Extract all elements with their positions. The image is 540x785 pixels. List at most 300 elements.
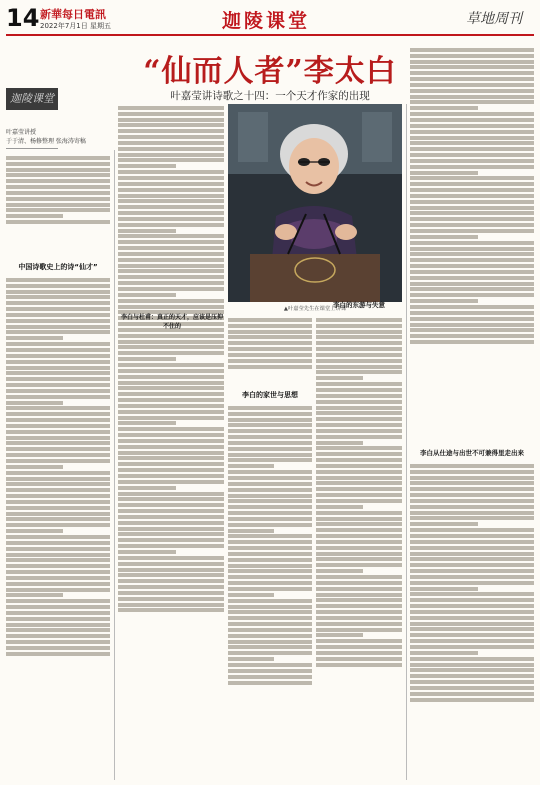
text-line: [6, 576, 110, 580]
text-line: [118, 351, 224, 355]
text-block: [410, 46, 534, 442]
text-line: [316, 499, 402, 503]
text-line: [118, 521, 224, 525]
text-line: [410, 563, 534, 567]
text-line: [316, 318, 402, 322]
text-line: [118, 579, 224, 583]
text-line: [228, 546, 312, 550]
text-line: [410, 165, 534, 169]
text-line: [6, 354, 110, 358]
text-line: [228, 365, 312, 369]
text-line: [118, 591, 224, 595]
text-line: [118, 544, 224, 548]
text-line: [228, 564, 312, 568]
lecturer-photo: [228, 104, 402, 302]
column-rule: [406, 104, 407, 780]
text-line: [118, 229, 176, 233]
text-line: [228, 406, 312, 410]
text-line: [118, 252, 224, 256]
text-line: [118, 486, 176, 490]
text-line: [6, 156, 110, 160]
text-line: [410, 153, 534, 157]
text-line: [118, 509, 224, 513]
text-line: [316, 575, 402, 579]
text-line: [228, 447, 312, 451]
text-line: [316, 335, 402, 339]
section-heading: 李白的家世与思想: [242, 391, 298, 399]
text-line: [228, 494, 312, 498]
text-line: [316, 423, 402, 427]
text-line: [410, 511, 534, 515]
text-line: [316, 400, 402, 404]
text-line: [410, 657, 534, 661]
text-line: [6, 482, 110, 486]
text-block: [316, 316, 402, 781]
text-line: [118, 568, 224, 572]
text-line: [410, 112, 534, 116]
text-line: [6, 401, 63, 405]
text-line: [6, 453, 110, 457]
text-line: [410, 252, 534, 256]
text-line: [410, 610, 534, 614]
text-line: [118, 550, 176, 554]
text-line: [118, 293, 176, 297]
text-line: [228, 347, 312, 351]
text-line: [118, 287, 224, 291]
section-heading: 中国诗歌史上的诗“仙才”: [18, 263, 98, 271]
text-line: [410, 505, 534, 509]
text-line: [118, 375, 224, 379]
text-line: [6, 418, 110, 422]
text-line: [228, 318, 312, 322]
text-line: [6, 471, 110, 475]
text-block: [228, 316, 312, 388]
text-line: [118, 608, 224, 612]
text-line: [6, 611, 110, 615]
text-line: [118, 269, 224, 273]
text-line: [228, 482, 312, 486]
text-line: [316, 446, 402, 450]
text-line: [316, 406, 402, 410]
text-line: [118, 480, 224, 484]
text-line: [6, 570, 110, 574]
text-line: [410, 317, 534, 321]
text-line: [410, 305, 534, 309]
text-line: [316, 452, 402, 456]
text-line: [118, 340, 224, 344]
text-line: [118, 205, 224, 209]
text-line: [118, 223, 224, 227]
text-line: [6, 517, 110, 521]
text-line: [316, 394, 402, 398]
text-line: [6, 173, 110, 177]
text-line: [6, 168, 110, 172]
text-line: [316, 581, 402, 585]
text-line: [118, 264, 224, 268]
text-line: [228, 341, 312, 345]
text-line: [118, 421, 176, 425]
text-line: [118, 112, 224, 116]
text-line: [410, 54, 534, 58]
text-line: [316, 341, 402, 345]
text-line: [6, 588, 110, 592]
text-line: [6, 582, 110, 586]
issue-date: 2022年7月1日 星期五: [40, 22, 111, 30]
text-line: [410, 100, 534, 104]
text-line: [6, 295, 110, 299]
text-line: [316, 441, 363, 445]
text-line: [410, 264, 534, 268]
text-line: [316, 563, 402, 567]
text-line: [118, 123, 224, 127]
text-line: [410, 282, 534, 286]
text-line: [410, 592, 534, 596]
text-line: [228, 558, 312, 562]
text-line: [6, 371, 110, 375]
newspaper-name: 新華每日電訊: [40, 8, 106, 21]
text-line: [316, 517, 402, 521]
text-line: [410, 194, 534, 198]
text-line: [228, 581, 312, 585]
text-line: [410, 136, 534, 140]
text-line: [6, 330, 110, 334]
text-line: [6, 564, 110, 568]
text-line: [316, 376, 363, 380]
text-line: [6, 535, 110, 539]
text-line: [118, 164, 176, 168]
text-line: [118, 503, 224, 507]
text-line: [228, 540, 312, 544]
text-line: [410, 534, 534, 538]
section-heading: 李白的东游与失意: [333, 301, 385, 309]
text-line: [6, 553, 110, 557]
text-line: [6, 424, 110, 428]
text-line: [6, 430, 110, 434]
text-line: [6, 477, 110, 481]
text-line: [6, 441, 110, 445]
text-line: [228, 324, 312, 328]
text-line: [316, 628, 402, 632]
text-line: [410, 217, 534, 221]
text-line: [410, 141, 534, 145]
text-line: [410, 674, 534, 678]
text-line: [316, 610, 402, 614]
text-line: [410, 516, 534, 520]
text-line: [410, 598, 534, 602]
text-line: [6, 436, 110, 440]
text-line: [410, 522, 478, 526]
text-line: [6, 506, 110, 510]
text-line: [410, 182, 534, 186]
article-title: “仙而人者”李太白: [143, 54, 397, 89]
text-line: [316, 569, 363, 573]
text-line: [410, 258, 534, 262]
text-line: [6, 383, 110, 387]
text-line: [6, 197, 110, 201]
text-line: [118, 392, 224, 396]
text-line: [6, 342, 110, 346]
text-line: [118, 462, 224, 466]
text-line: [410, 476, 534, 480]
text-line: [6, 336, 63, 340]
text-line: [316, 435, 402, 439]
text-line: [410, 200, 534, 204]
text-line: [410, 604, 534, 608]
text-line: [316, 429, 402, 433]
text-line: [316, 616, 402, 620]
text-line: [410, 323, 534, 327]
text-line: [410, 487, 534, 491]
text-line: [118, 305, 224, 309]
text-line: [6, 348, 110, 352]
text-block: [410, 462, 534, 781]
text-line: [6, 162, 110, 166]
text-line: [228, 488, 312, 492]
text-line: [118, 439, 224, 443]
text-line: [316, 417, 402, 421]
text-line: [228, 335, 312, 339]
text-line: [410, 499, 534, 503]
text-line: [410, 159, 534, 163]
text-line: [228, 511, 312, 515]
text-line: [6, 208, 110, 212]
text-line: [410, 77, 534, 81]
text-line: [228, 640, 312, 644]
text-line: [228, 605, 312, 609]
text-line: [410, 575, 534, 579]
text-line: [118, 573, 224, 577]
text-line: [316, 534, 402, 538]
text-line: [228, 353, 312, 357]
text-line: [6, 313, 110, 317]
text-line: [228, 359, 312, 363]
text-line: [118, 153, 224, 157]
text-line: [6, 185, 110, 189]
text-line: [316, 330, 402, 334]
text-line: [6, 360, 110, 364]
text-line: [316, 633, 363, 637]
text-line: [228, 435, 312, 439]
text-line: [118, 275, 224, 279]
text-line: [118, 182, 224, 186]
text-line: [316, 546, 402, 550]
text-line: [228, 418, 312, 422]
text-line: [410, 176, 534, 180]
text-line: [118, 492, 224, 496]
text-line: [6, 547, 110, 551]
text-line: [410, 95, 534, 99]
text-line: [6, 366, 110, 370]
header-rule: [6, 34, 534, 36]
text-line: [6, 301, 110, 305]
text-line: [118, 141, 224, 145]
text-line: [316, 663, 402, 667]
text-line: [118, 158, 224, 162]
text-line: [118, 527, 224, 531]
byline: [6, 128, 86, 146]
text-line: [118, 176, 224, 180]
article-subtitle: 叶嘉莹讲诗歌之十四：一个天才作家的出现: [170, 90, 370, 102]
text-line: [410, 147, 534, 151]
text-line: [118, 118, 224, 122]
text-line: [6, 307, 110, 311]
text-line: [316, 359, 402, 363]
text-block: [6, 276, 110, 781]
text-line: [228, 412, 312, 416]
text-line: [410, 106, 478, 110]
text-line: [118, 474, 224, 478]
text-line: [228, 464, 274, 468]
text-line: [6, 646, 110, 650]
text-line: [228, 599, 312, 603]
text-line: [118, 129, 224, 133]
text-line: [316, 370, 402, 374]
text-line: [410, 663, 534, 667]
text-line: [316, 645, 402, 649]
text-line: [228, 634, 312, 638]
text-line: [410, 651, 478, 655]
text-line: [6, 220, 110, 224]
text-line: [316, 557, 402, 561]
text-line: [6, 617, 110, 621]
text-line: [118, 194, 224, 198]
text-line: [316, 587, 402, 591]
section-heading: 李白从仕途与出世不可兼得里走出来: [420, 449, 524, 457]
text-line: [118, 357, 176, 361]
text-line: [410, 680, 534, 684]
text-line: [6, 652, 110, 656]
text-line: [228, 423, 312, 427]
text-line: [118, 398, 224, 402]
text-line: [228, 453, 312, 457]
text-line: [228, 529, 274, 533]
text-line: [316, 353, 402, 357]
text-block: [228, 404, 312, 781]
text-line: [118, 538, 224, 542]
page-header: [0, 0, 540, 38]
text-line: [228, 587, 312, 591]
text-line: [6, 179, 110, 183]
text-line: [228, 441, 312, 445]
text-line: [410, 299, 478, 303]
text-line: [6, 412, 110, 416]
text-line: [228, 593, 274, 597]
text-line: [6, 605, 110, 609]
text-line: [6, 203, 110, 207]
text-line: [228, 575, 312, 579]
text-line: [316, 382, 402, 386]
text-line: [6, 541, 110, 545]
text-line: [118, 246, 224, 250]
text-line: [410, 287, 534, 291]
text-line: [118, 299, 224, 303]
text-line: [316, 324, 402, 328]
text-line: [118, 497, 224, 501]
text-line: [118, 106, 224, 110]
text-line: [316, 593, 402, 597]
text-line: [410, 276, 534, 280]
weekly-label: 草地周刊: [466, 11, 522, 27]
text-line: [118, 433, 224, 437]
text-line: [410, 328, 534, 332]
text-line: [228, 534, 312, 538]
column-rule: [114, 150, 115, 780]
text-line: [6, 488, 110, 492]
text-line: [118, 456, 224, 460]
text-line: [410, 557, 534, 561]
text-line: [316, 458, 402, 462]
text-line: [118, 445, 224, 449]
text-line: [6, 500, 110, 504]
text-line: [316, 347, 402, 351]
text-line: [316, 464, 402, 468]
text-line: [410, 188, 534, 192]
text-line: [228, 517, 312, 521]
text-line: [118, 515, 224, 519]
text-line: [316, 476, 402, 480]
text-line: [118, 363, 224, 367]
text-line: [228, 330, 312, 334]
byline-line: 于于清、杨修整理 张海涛寄稿: [6, 138, 86, 145]
text-line: [6, 284, 110, 288]
text-line: [6, 325, 110, 329]
text-line: [410, 60, 534, 64]
text-line: [410, 48, 534, 52]
text-line: [410, 293, 534, 297]
text-line: [228, 610, 312, 614]
text-line: [118, 381, 224, 385]
text-line: [6, 465, 63, 469]
text-line: [410, 130, 534, 134]
text-line: [410, 668, 534, 672]
text-line: [118, 416, 224, 420]
text-line: [118, 410, 224, 414]
text-line: [410, 528, 534, 532]
text-line: [316, 365, 402, 369]
text-line: [228, 523, 312, 527]
text-line: [118, 468, 224, 472]
text-line: [118, 386, 224, 390]
text-line: [6, 494, 110, 498]
text-line: [6, 512, 110, 516]
text-line: [118, 451, 224, 455]
text-line: [410, 223, 534, 227]
text-line: [118, 532, 224, 536]
text-line: [118, 345, 224, 349]
text-line: [118, 199, 224, 203]
text-line: [228, 616, 312, 620]
section-title: 迦陵课堂: [222, 10, 311, 32]
text-line: [228, 651, 312, 655]
text-line: [6, 377, 110, 381]
page-number: 14: [6, 4, 40, 32]
text-line: [410, 581, 534, 585]
text-line: [118, 404, 224, 408]
text-line: [410, 340, 534, 344]
text-line: [6, 634, 110, 638]
text-line: [410, 633, 534, 637]
text-line: [410, 334, 534, 338]
lecturer-photo-image: [228, 104, 402, 302]
text-line: [316, 598, 402, 602]
text-line: [228, 622, 312, 626]
text-line: [6, 599, 110, 603]
text-line: [6, 319, 110, 323]
text-line: [410, 616, 534, 620]
text-line: [410, 493, 534, 497]
column-logo: 迦陵课堂: [6, 88, 58, 110]
text-line: [118, 258, 224, 262]
